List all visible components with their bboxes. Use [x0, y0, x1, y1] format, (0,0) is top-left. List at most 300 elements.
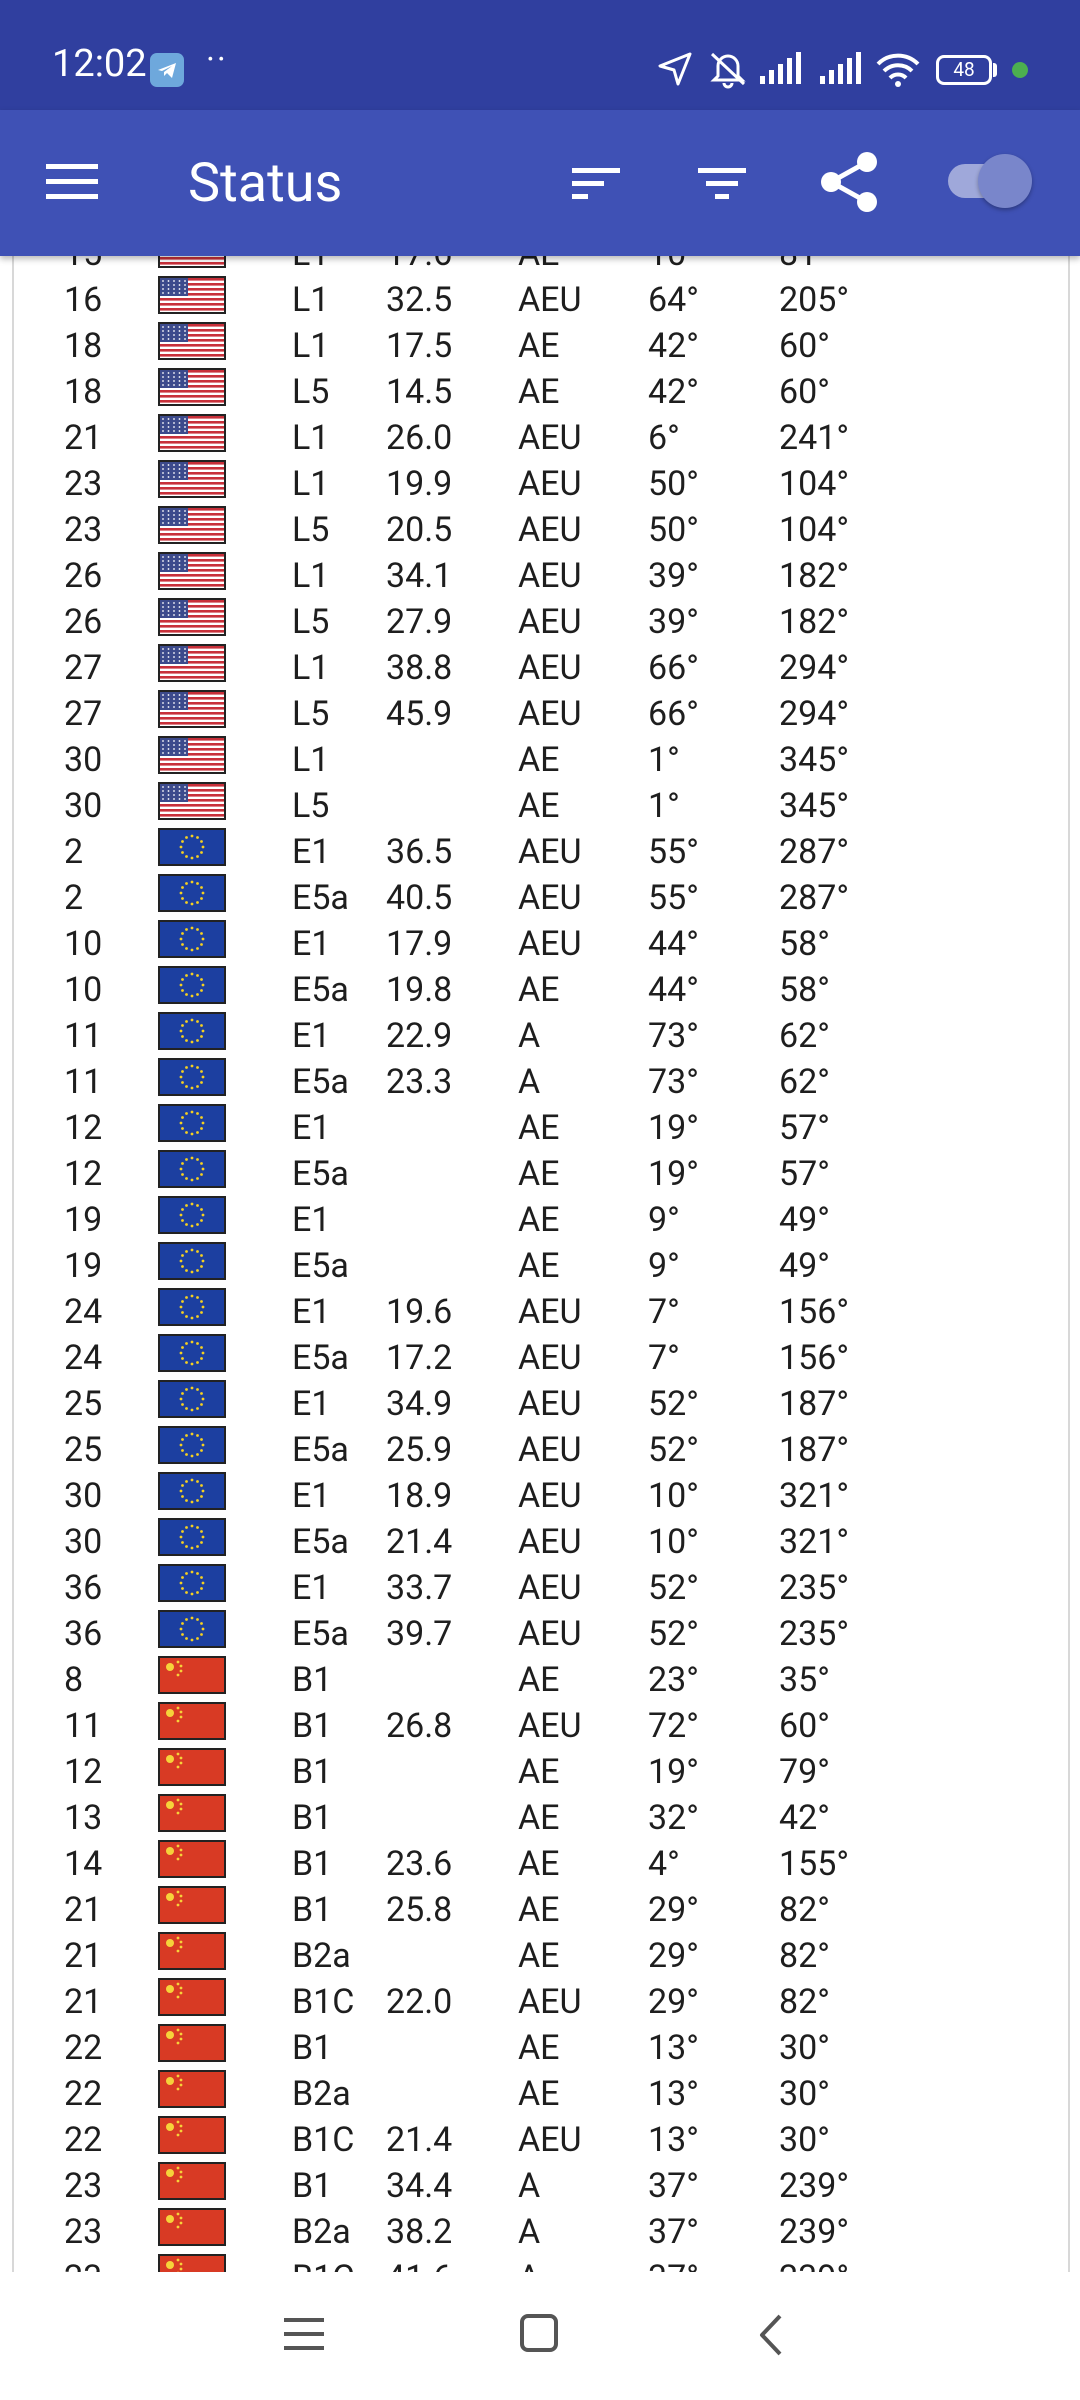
carrier-cell: E5a — [292, 1430, 349, 1470]
svid-cell: 25 — [64, 1384, 103, 1424]
carrier-cell: B1C — [292, 1982, 355, 2022]
azimuth-cell: 156° — [779, 1338, 850, 1378]
more-notifications-icon: ·· — [206, 40, 228, 80]
elevation-cell: 66° — [648, 694, 699, 734]
china-flag-icon — [159, 1887, 225, 1923]
status-bar — [0, 0, 1080, 110]
carrier-cell: E5a — [292, 1614, 349, 1654]
cn0-cell: 25.8 — [386, 1890, 453, 1930]
azimuth-cell: 79° — [779, 1752, 830, 1792]
table-row — [14, 1703, 1068, 1749]
elevation-cell: 19° — [648, 1752, 699, 1792]
usa-flag-icon — [159, 507, 225, 543]
toggle-thumb[interactable] — [978, 154, 1032, 208]
azimuth-cell: 82° — [779, 1982, 830, 2022]
privacy-indicator-dot — [1012, 62, 1028, 78]
china-flag-icon — [159, 2117, 225, 2153]
eu-flag-icon — [159, 1059, 225, 1095]
china-flag-icon — [159, 2163, 225, 2199]
table-row — [14, 1979, 1068, 2025]
signal-1-icon — [760, 52, 810, 86]
app-toolbar — [0, 110, 1080, 256]
table-row — [14, 737, 1068, 783]
carrier-cell: L1 — [292, 326, 330, 366]
clock: 12:02 — [52, 42, 147, 86]
china-flag-icon — [159, 1703, 225, 1739]
flags-cell: AE — [518, 1660, 560, 1700]
table-row — [14, 415, 1068, 461]
cn0-cell: 18.9 — [386, 1476, 453, 1516]
carrier-cell: E1 — [292, 1292, 331, 1332]
azimuth-cell: 182° — [779, 556, 850, 596]
flags-cell: AEU — [518, 510, 582, 550]
svid-cell: 27 — [64, 648, 103, 688]
flags-cell: AE — [518, 1844, 560, 1884]
table-row — [14, 1657, 1068, 1703]
azimuth-cell: 35° — [779, 1660, 830, 1700]
carrier-cell: L1 — [292, 464, 330, 504]
elevation-cell: 37° — [648, 2166, 699, 2206]
table-row — [14, 2025, 1068, 2071]
carrier-cell: B1 — [292, 2028, 333, 2068]
elevation-cell: 55° — [648, 878, 699, 918]
azimuth-cell: 287° — [779, 878, 850, 918]
eu-flag-icon — [159, 1473, 225, 1509]
usa-flag-icon — [159, 369, 225, 405]
carrier-cell: B1 — [292, 1752, 333, 1792]
table-row — [14, 323, 1068, 369]
elevation-cell: 32° — [648, 1798, 699, 1838]
usa-flag-icon — [159, 553, 225, 589]
cn0-cell: 34.1 — [386, 556, 453, 596]
elevation-cell: 50° — [648, 464, 699, 504]
carrier-cell: E5a — [292, 970, 349, 1010]
carrier-cell: L1 — [292, 418, 330, 458]
azimuth-cell: 321° — [779, 1476, 850, 1516]
svid-cell: 36 — [64, 1568, 103, 1608]
eu-flag-icon — [159, 1013, 225, 1049]
cn0-cell: 23.3 — [386, 1062, 453, 1102]
flags-cell: AEU — [518, 1338, 582, 1378]
azimuth-cell: 156° — [779, 1292, 850, 1332]
table-row — [14, 599, 1068, 645]
flags-cell: A — [518, 1062, 541, 1102]
azimuth-cell: 60° — [779, 326, 830, 366]
azimuth-cell: 57° — [779, 1154, 830, 1194]
carrier-cell: B1C — [292, 2120, 355, 2160]
carrier-cell: B1 — [292, 2166, 333, 2206]
elevation-cell: 52° — [648, 1568, 699, 1608]
eu-flag-icon — [159, 1611, 225, 1647]
carrier-cell: L5 — [292, 510, 330, 550]
usa-flag-icon — [159, 599, 225, 635]
svid-cell: 21 — [64, 1936, 103, 1976]
flags-cell: AEU — [518, 878, 582, 918]
table-row — [14, 1841, 1068, 1887]
cn0-cell: 17.2 — [386, 1338, 453, 1378]
azimuth-cell: 182° — [779, 602, 850, 642]
carrier-cell: B1 — [292, 1798, 333, 1838]
carrier-cell: E5a — [292, 1522, 349, 1562]
table-row — [14, 1289, 1068, 1335]
table-row — [14, 369, 1068, 415]
flags-cell: AE — [518, 1798, 560, 1838]
azimuth-cell: 82° — [779, 1936, 830, 1976]
carrier-cell: B1 — [292, 1706, 333, 1746]
carrier-cell: B1 — [292, 1660, 333, 1700]
eu-flag-icon — [159, 1565, 225, 1601]
azimuth-cell: 155° — [779, 1844, 850, 1884]
flags-cell: AE — [518, 1890, 560, 1930]
svid-cell: 26 — [64, 602, 103, 642]
svid-cell: 2 — [64, 878, 84, 918]
china-flag-icon — [159, 1749, 225, 1785]
china-flag-icon — [159, 1979, 225, 2015]
svid-cell: 13 — [64, 1798, 103, 1838]
svid-cell: 24 — [64, 1338, 103, 1378]
azimuth-cell: 187° — [779, 1384, 850, 1424]
elevation-cell: 4° — [648, 1844, 680, 1884]
flags-cell: AE — [518, 1246, 560, 1286]
carrier-cell: E1 — [292, 832, 331, 872]
svid-cell: 21 — [64, 418, 103, 458]
china-flag-icon — [159, 1933, 225, 1969]
svid-cell: 11 — [64, 1706, 103, 1746]
china-flag-icon — [159, 1841, 225, 1877]
battery-tip — [993, 63, 997, 77]
azimuth-cell: 205° — [779, 280, 850, 320]
cn0-cell: 20.5 — [386, 510, 453, 550]
page-title: Status — [188, 152, 343, 215]
azimuth-cell: 287° — [779, 832, 850, 872]
mute-icon — [706, 48, 750, 88]
carrier-cell: E1 — [292, 1200, 331, 1240]
cn0-cell: 26.0 — [386, 418, 453, 458]
azimuth-cell: 82° — [779, 1890, 830, 1930]
svid-cell: 18 — [64, 326, 103, 366]
svid-cell: 8 — [64, 1660, 84, 1700]
recents-icon[interactable] — [284, 2316, 326, 2352]
cn0-cell: 26.8 — [386, 1706, 453, 1746]
cn0-cell: 21.4 — [386, 1522, 453, 1562]
cn0-cell: 45.9 — [386, 694, 453, 734]
elevation-cell: 9° — [648, 1200, 680, 1240]
azimuth-cell: 30° — [779, 2028, 830, 2068]
china-flag-icon — [159, 1795, 225, 1831]
table-row — [14, 277, 1068, 323]
carrier-cell: E1 — [292, 924, 331, 964]
table-row — [14, 1795, 1068, 1841]
svid-cell: 11 — [64, 1016, 103, 1056]
elevation-cell: 7° — [648, 1292, 680, 1332]
share-icon[interactable] — [818, 150, 880, 214]
cn0-cell: 33.7 — [386, 1568, 453, 1608]
flags-cell: AEU — [518, 1568, 582, 1608]
carrier-cell: L5 — [292, 694, 330, 734]
location-icon — [656, 50, 694, 88]
flags-cell: AEU — [518, 464, 582, 504]
sort-icon[interactable] — [572, 164, 622, 202]
cn0-cell: 19.6 — [386, 1292, 453, 1332]
carrier-cell: E5a — [292, 1246, 349, 1286]
table-row — [14, 507, 1068, 553]
carrier-cell: L1 — [292, 280, 330, 320]
azimuth-cell: 58° — [779, 970, 830, 1010]
table-row — [14, 1151, 1068, 1197]
table-row — [14, 1013, 1068, 1059]
svid-cell: 12 — [64, 1108, 103, 1148]
flags-cell: A — [518, 2212, 541, 2252]
elevation-cell: 52° — [648, 1614, 699, 1654]
azimuth-cell: 235° — [779, 1568, 850, 1608]
eu-flag-icon — [159, 875, 225, 911]
elevation-cell: 13° — [648, 2120, 699, 2160]
flags-cell: AEU — [518, 648, 582, 688]
azimuth-cell: 49° — [779, 1246, 830, 1286]
eu-flag-icon — [159, 1381, 225, 1417]
usa-flag-icon — [159, 783, 225, 819]
azimuth-cell: 239° — [779, 2212, 850, 2252]
flags-cell: AE — [518, 372, 560, 412]
svid-cell: 26 — [64, 556, 103, 596]
eu-flag-icon — [159, 829, 225, 865]
svid-cell: 30 — [64, 740, 103, 780]
cn0-cell: 23.6 — [386, 1844, 453, 1884]
flags-cell: AEU — [518, 1706, 582, 1746]
elevation-cell: 73° — [648, 1016, 699, 1056]
eu-flag-icon — [159, 967, 225, 1003]
svid-cell: 16 — [64, 280, 103, 320]
flags-cell: AE — [518, 970, 560, 1010]
cn0-cell: 27.9 — [386, 602, 453, 642]
flags-cell: AEU — [518, 1522, 582, 1562]
svid-cell: 21 — [64, 1890, 103, 1930]
usa-flag-icon — [159, 461, 225, 497]
elevation-cell: 66° — [648, 648, 699, 688]
elevation-cell: 9° — [648, 1246, 680, 1286]
eu-flag-icon — [159, 1335, 225, 1371]
flags-cell: AEU — [518, 2120, 582, 2160]
azimuth-cell: 345° — [779, 740, 850, 780]
svid-cell: 30 — [64, 1522, 103, 1562]
svid-cell: 23 — [64, 2166, 103, 2206]
table-row — [14, 1611, 1068, 1657]
svid-cell: 22 — [64, 2120, 103, 2160]
satellite-status-list[interactable] — [12, 256, 1070, 2272]
back-icon[interactable] — [756, 2314, 786, 2356]
flags-cell: AEU — [518, 602, 582, 642]
carrier-cell: B1 — [292, 1890, 333, 1930]
table-row — [14, 2071, 1068, 2117]
menu-icon[interactable] — [46, 162, 100, 202]
elevation-cell: 39° — [648, 556, 699, 596]
table-row — [14, 1197, 1068, 1243]
azimuth-cell: 42° — [779, 1798, 830, 1838]
flags-cell: AE — [518, 1936, 560, 1976]
elevation-cell: 50° — [648, 510, 699, 550]
table-row — [14, 2163, 1068, 2209]
cn0-cell: 32.5 — [386, 280, 453, 320]
flags-cell: AEU — [518, 694, 582, 734]
carrier-cell: L1 — [292, 648, 330, 688]
filter-icon[interactable] — [698, 164, 748, 202]
azimuth-cell: 345° — [779, 786, 850, 826]
usa-flag-icon — [159, 415, 225, 451]
table-row — [14, 1933, 1068, 1979]
table-row — [14, 921, 1068, 967]
azimuth-cell: 30° — [779, 2074, 830, 2114]
elevation-cell: 44° — [648, 970, 699, 1010]
table-row — [14, 691, 1068, 737]
svid-cell: 22 — [64, 2074, 103, 2114]
cn0-cell: 21.4 — [386, 2120, 453, 2160]
elevation-cell: 72° — [648, 1706, 699, 1746]
eu-flag-icon — [159, 1105, 225, 1141]
svid-cell: 21 — [64, 1982, 103, 2022]
battery-icon: 48 — [936, 55, 992, 85]
elevation-cell: 19° — [648, 1154, 699, 1194]
cn0-cell: 38.8 — [386, 648, 453, 688]
cn0-cell: 19.9 — [386, 464, 453, 504]
table-row — [14, 1381, 1068, 1427]
elevation-cell: 19° — [648, 1108, 699, 1148]
carrier-cell: B2a — [292, 2212, 351, 2252]
carrier-cell: L1 — [292, 740, 330, 780]
elevation-cell: 44° — [648, 924, 699, 964]
flags-cell: AEU — [518, 1476, 582, 1516]
elevation-cell: 29° — [648, 1982, 699, 2022]
flags-cell: AEU — [518, 418, 582, 458]
home-icon[interactable] — [520, 2314, 560, 2354]
elevation-cell: 64° — [648, 280, 699, 320]
svid-cell: 30 — [64, 1476, 103, 1516]
flags-cell: AEU — [518, 1292, 582, 1332]
carrier-cell: E1 — [292, 1016, 331, 1056]
svid-cell: 11 — [64, 1062, 103, 1102]
flags-cell: AEU — [518, 1614, 582, 1654]
azimuth-cell: 30° — [779, 2120, 830, 2160]
eu-flag-icon — [159, 1243, 225, 1279]
flags-cell: AE — [518, 1752, 560, 1792]
elevation-cell: 6° — [648, 418, 680, 458]
table-row — [14, 461, 1068, 507]
table-row — [14, 1105, 1068, 1151]
table-row — [14, 1565, 1068, 1611]
flags-cell: AEU — [518, 1384, 582, 1424]
carrier-cell: E1 — [292, 1476, 331, 1516]
carrier-cell: E5a — [292, 1154, 349, 1194]
azimuth-cell: 60° — [779, 372, 830, 412]
table-row — [14, 553, 1068, 599]
eu-flag-icon — [159, 921, 225, 957]
elevation-cell: 37° — [648, 2212, 699, 2252]
cn0-cell: 22.0 — [386, 1982, 453, 2022]
azimuth-cell: 57° — [779, 1108, 830, 1148]
usa-flag-icon — [159, 323, 225, 359]
svid-cell: 27 — [64, 694, 103, 734]
flags-cell: AE — [518, 786, 560, 826]
carrier-cell: B2a — [292, 1936, 351, 1976]
flags-cell: AE — [518, 1154, 560, 1194]
table-row — [14, 967, 1068, 1013]
flags-cell: AEU — [518, 1982, 582, 2022]
azimuth-cell: 62° — [779, 1016, 830, 1056]
cn0-cell: 36.5 — [386, 832, 453, 872]
table-row — [14, 829, 1068, 875]
svid-cell: 30 — [64, 786, 103, 826]
flags-cell: AEU — [518, 1430, 582, 1470]
svid-cell: 10 — [64, 924, 103, 964]
flags-cell: AEU — [518, 280, 582, 320]
flags-cell: AE — [518, 1108, 560, 1148]
cn0-cell: 17.5 — [386, 326, 453, 366]
elevation-cell: 13° — [648, 2074, 699, 2114]
azimuth-cell: 241° — [779, 418, 850, 458]
flags-cell: AE — [518, 2028, 560, 2068]
azimuth-cell: 104° — [779, 510, 850, 550]
satellite-rows — [14, 231, 1068, 2301]
carrier-cell: E5a — [292, 1062, 349, 1102]
svid-cell: 12 — [64, 1154, 103, 1194]
svid-cell: 22 — [64, 2028, 103, 2068]
elevation-cell: 23° — [648, 1660, 699, 1700]
eu-flag-icon — [159, 1197, 225, 1233]
azimuth-cell: 294° — [779, 648, 850, 688]
elevation-cell: 13° — [648, 2028, 699, 2068]
azimuth-cell: 49° — [779, 1200, 830, 1240]
table-row — [14, 1243, 1068, 1289]
carrier-cell: E1 — [292, 1384, 331, 1424]
elevation-cell: 10° — [648, 1476, 699, 1516]
elevation-cell: 29° — [648, 1890, 699, 1930]
carrier-cell: E1 — [292, 1568, 331, 1608]
flags-cell: AEU — [518, 924, 582, 964]
elevation-cell: 7° — [648, 1338, 680, 1378]
azimuth-cell: 239° — [779, 2166, 850, 2206]
flags-cell: A — [518, 2166, 541, 2206]
eu-flag-icon — [159, 1427, 225, 1463]
flags-cell: AEU — [518, 556, 582, 596]
usa-flag-icon — [159, 737, 225, 773]
table-row — [14, 645, 1068, 691]
svid-cell: 23 — [64, 464, 103, 504]
cn0-cell: 34.9 — [386, 1384, 453, 1424]
wifi-icon — [874, 50, 922, 88]
azimuth-cell: 235° — [779, 1614, 850, 1654]
elevation-cell: 1° — [648, 786, 680, 826]
svid-cell: 2 — [64, 832, 84, 872]
elevation-cell: 42° — [648, 372, 699, 412]
table-row — [14, 2117, 1068, 2163]
china-flag-icon — [159, 1657, 225, 1693]
svid-cell: 25 — [64, 1430, 103, 1470]
flags-cell: AE — [518, 2074, 560, 2114]
carrier-cell: B2a — [292, 2074, 351, 2114]
signal-2-icon — [820, 52, 870, 86]
elevation-cell: 52° — [648, 1384, 699, 1424]
azimuth-cell: 294° — [779, 694, 850, 734]
usa-flag-icon — [159, 691, 225, 727]
azimuth-cell: 60° — [779, 1706, 830, 1746]
svid-cell: 36 — [64, 1614, 103, 1654]
carrier-cell: B1 — [292, 1844, 333, 1884]
azimuth-cell: 187° — [779, 1430, 850, 1470]
table-row — [14, 1473, 1068, 1519]
china-flag-icon — [159, 2025, 225, 2061]
carrier-cell: L5 — [292, 786, 330, 826]
carrier-cell: L1 — [292, 556, 330, 596]
svid-cell: 23 — [64, 510, 103, 550]
